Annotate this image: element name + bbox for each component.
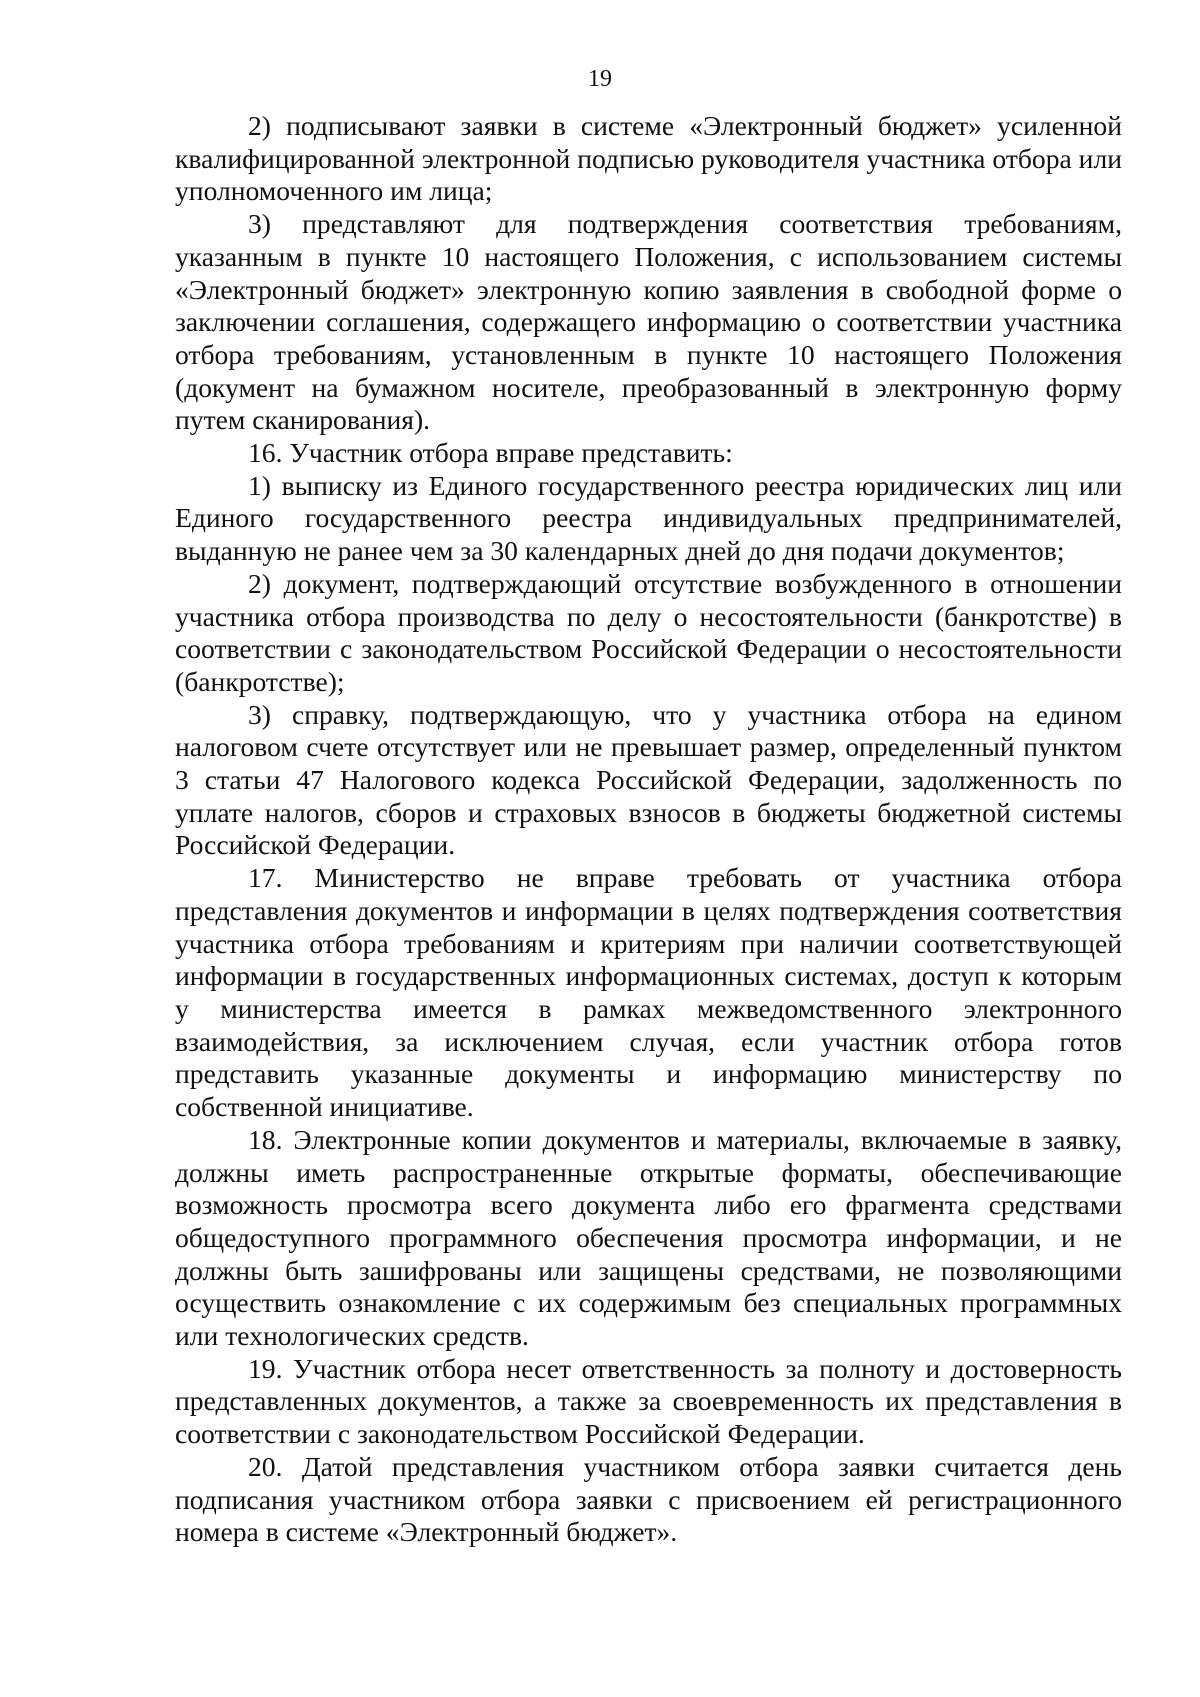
paragraph-clause-16-item-2: 2) документ, подтверждающий отсутствие возбужденного в отношении участника отбора производства по делу о несостоятельности (банкротстве) в соответствии с законодательством Российской Федерации о несостоятельности (банкротстве); [175,567,1122,697]
paragraph-clause-16-item-3: 3) справку, подтверждающую, что у участника отбора на едином налоговом счете отсутствует или не превышает размер, определенный пунктом 3 статьи 47 Налогового кодекса Российской Федерации, задолженность по уплате налогов, сборов и страховых взносов в бюджеты бюджетной системы Российской Федерации. [175,698,1122,861]
paragraph-clause-17: 17. Министерство не вправе требовать от участника отбора представления документов и информации в целях подтверждения соответствия участника отбора требованиям и критериям при наличии соответствующей информации в государственных информационных системах, доступ к которым у министерства имеется в рамках межведомственного электронного взаимодействия, за исключением случая, если участник отбора готов представить указанные документы и информацию министерству по собственной инициативе. [175,862,1122,1123]
paragraph-item-2-signing: 2) подписывают заявки в системе «Электронный бюджет» усиленной квалифицированной электронной подписью руководителя участника отбора или уполномоченного им лица; [175,110,1122,207]
paragraph-clause-16: 16. Участник отбора вправе представить: [248,437,733,469]
paragraph-clause-18: 18. Электронные копии документов и материалы, включаемые в заявку, должны иметь распространенные открытые форматы, обеспечивающие возможность просмотра всего документа либо его фрагмента средствами общедоступного программного обеспечения просмотра информации, и не должны быть зашифрованы или защищены средствами, не позволяющими осуществить ознакомление с их содержимым без специальных программных или технологических средств. [175,1123,1122,1352]
paragraph-clause-16-item-1: 1) выписку из Единого государственного реестра юридических лиц или Единого государственного реестра индивидуальных предпринимателей, выданную не ранее чем за 30 календарных дней до дня подачи документов; [175,469,1122,567]
document-body [175,110,1122,1549]
paragraph-clause-19: 19. Участник отбора несет ответственность за полноту и достоверность представленных документов, а также за своевременность их представления в соответствии с законодательством Российской Федерации. [175,1352,1122,1450]
paragraph-clause-20: 20. Датой представления участником отбора заявки считается день подписания участником отбора заявки с присвоением ей регистрационного номера в системе «Электронный бюджет». [175,1450,1122,1548]
paragraph-item-3-statement-copy: 3) представляют для подтверждения соответствия требованиям, указанным в пункте 10 настоящего Положения, с использованием системы «Электронный бюджет» электронную копию заявления в свободной форме о заключении соглашения, содержащего информацию о соответствии участника отбора требованиям, установленным в пункте 10 настоящего Положения (документ на бумажном носителе, преобразованный в электронную форму путем сканирования). [175,208,1122,436]
page-number: 19 [588,66,612,92]
